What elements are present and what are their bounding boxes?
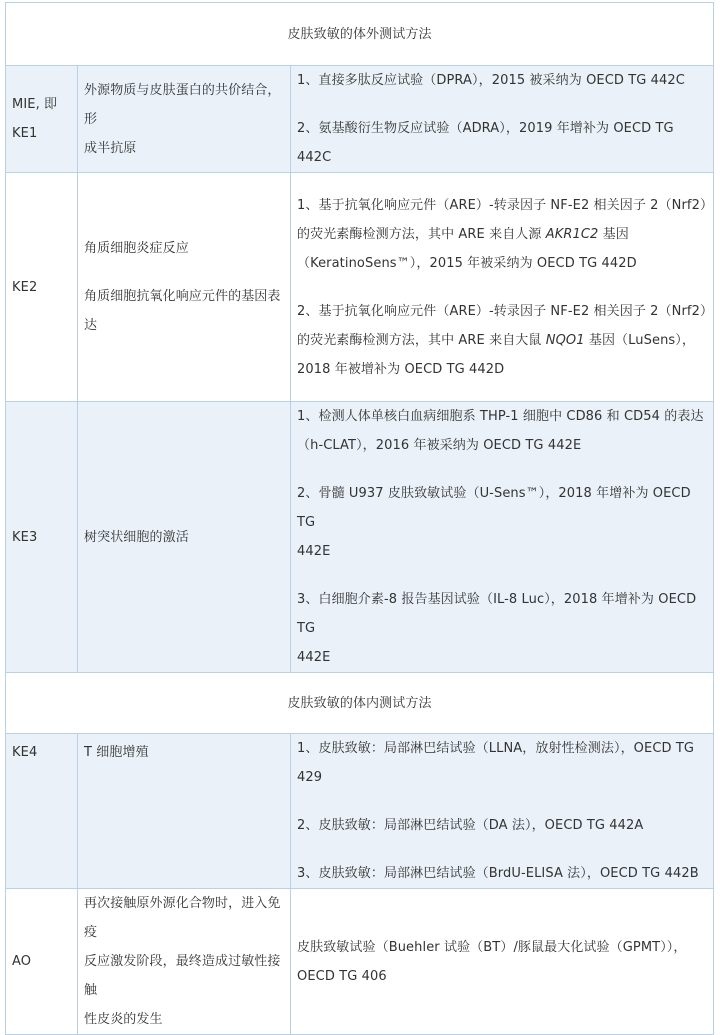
key-event-cell: KE2	[6, 173, 78, 402]
table-row	[6, 66, 714, 173]
method-line: 2、基于抗氧化响应元件（ARE）-转录因子 NF-E2 相关因子 2（Nrf2）	[297, 303, 714, 319]
method-line: 442E	[297, 650, 331, 665]
method-line	[297, 220, 707, 249]
method-cell	[291, 173, 714, 402]
key-event-cell: AO	[6, 889, 78, 1035]
key-event-cell: KE4	[6, 734, 78, 889]
in-vivo-header-row	[6, 673, 714, 734]
table-row	[6, 173, 714, 402]
event-line: 角质细胞炎症反应	[84, 241, 189, 256]
method-line: 2、氨基酸衍生物反应试验（ADRA），2019 年增补为 OECD TG 442C	[297, 121, 674, 165]
method-line: 1、基于抗氧化响应元件（ARE）-转录因子 NF-E2 相关因子 2（Nrf2）	[297, 197, 714, 213]
event-cell	[78, 173, 291, 402]
method-line: （h-CLAT），2016 年被采纳为 OECD TG 442E	[297, 438, 582, 453]
method-line: 皮肤致敏试验（Buehler 试验（BT）/豚鼠最大化试验（GPMT）），	[297, 939, 687, 955]
in-vitro-header-row	[6, 3, 714, 66]
table-row	[6, 889, 714, 1035]
event-line: 再次接触原外源化合物时，进入免疫	[84, 896, 281, 940]
method-cell	[291, 889, 714, 1035]
method-line: 2018 年被增补为 OECD TG 442D	[297, 361, 505, 377]
in-vitro-title: 皮肤致敏的体外测试方法	[6, 3, 714, 66]
gene-name: NQO1	[545, 332, 585, 348]
method-line: 3、皮肤致敏：局部淋巴结试验（BrdU-ELISA 法），OECD TG 442B	[297, 866, 699, 881]
method-line: 442E	[297, 544, 331, 559]
event-cell: T 细胞增殖	[78, 734, 291, 889]
event-line: 外源物质与皮肤蛋白的共价结合，形	[84, 82, 281, 127]
event-line: 成半抗原	[84, 140, 137, 156]
event-line: 反应激发阶段，最终造成过敏性接触	[84, 954, 281, 998]
method-line: 1、直接多肽反应试验（DPRA），2015 被采纳为 OECD TG 442C	[297, 73, 685, 88]
method-line: 2、骨髓 U937 皮肤致敏试验（U-Sens™），2018 年增补为 OECD TG	[297, 486, 691, 530]
method-line: 1、检测人体单核白血病细胞系 THP-1 细胞中 CD86 和 CD54 的表达	[297, 409, 704, 424]
method-text: 的荧光素酶检测方法，其中 ARE 来自人源	[297, 226, 542, 242]
gene-name: AKR1C2	[545, 226, 599, 242]
key-event-cell: KE3	[6, 402, 78, 673]
method-cell	[291, 402, 714, 673]
in-vivo-title: 皮肤致敏的体内测试方法	[6, 673, 714, 734]
method-line: （KeratinoSens™），2015 年被采纳为 OECD TG 442D	[297, 255, 637, 271]
event-line: 角质细胞抗氧化响应元件的基因表达	[84, 289, 281, 333]
method-line: OECD TG 406	[297, 968, 387, 984]
event-cell: 树突状细胞的激活	[78, 402, 291, 673]
method-line: 1、皮肤致敏：局部淋巴结试验（LLNA，放射性检测法），OECD TG 429	[297, 741, 695, 785]
method-cell	[291, 734, 714, 889]
table-row	[6, 402, 714, 673]
method-text: 基因（LuSens），	[588, 332, 695, 348]
event-cell	[78, 889, 291, 1035]
table-row	[6, 734, 714, 889]
method-line: 2、皮肤致敏：局部淋巴结试验（DA 法），OECD TG 442A	[297, 818, 644, 833]
method-line	[297, 326, 707, 355]
event-cell	[78, 66, 291, 173]
method-cell	[291, 66, 714, 173]
method-line: 3、白细胞介素-8 报告基因试验（IL-8 Luc），2018 年增补为 OECD TG	[297, 592, 697, 636]
event-line: 性皮炎的发生	[84, 1012, 163, 1027]
method-text: 的荧光素酶检测方法，其中 ARE 来自大鼠	[297, 332, 542, 348]
key-event-cell: MIE, 即 KE1	[6, 66, 78, 173]
method-text: 基因	[602, 226, 629, 242]
skin-sensitization-table	[5, 2, 714, 1035]
